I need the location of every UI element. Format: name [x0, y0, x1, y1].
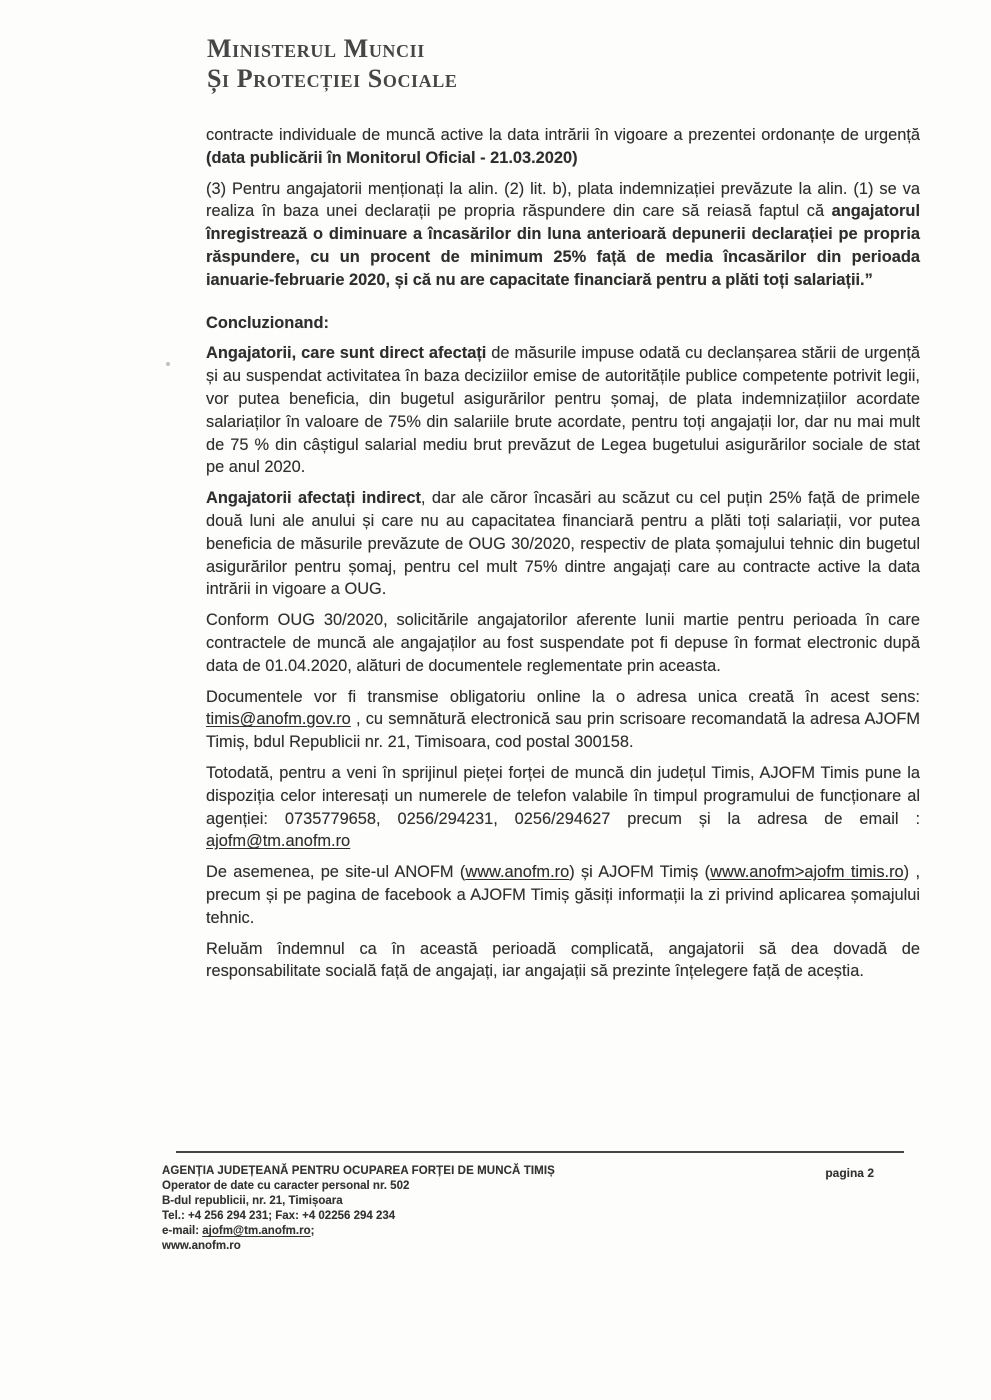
text-run-bold: (data publicării în Monitorul Oficial - 21.03.2020)	[206, 148, 578, 167]
text-run-bold: Angajatorii, care sunt direct afectați	[206, 344, 487, 363]
agency-website: www.anofm.ro	[162, 1240, 241, 1252]
text-run-bold: angajatorul înregistrează o diminuare a încasărilor din luna anterioară depunerii declarației pe propria răspundere, cu un procent de minimum 25% față de media încasărilor din perioada ianuarie-februarie 2020, și că nu are capacitate financiară pentru a plăti toți salariații.”	[206, 202, 920, 289]
agency-email-line	[162, 1224, 555, 1239]
email-suffix: ;	[310, 1225, 315, 1237]
paragraph-phone-contacts	[206, 762, 920, 853]
website-link-anofm: www.anofm.ro	[465, 863, 570, 882]
email-link-timis: timis@anofm.gov.ro	[206, 710, 351, 729]
agency-contact-block	[162, 1164, 555, 1254]
text-run-bold: Angajatorii afectați indirect	[206, 489, 421, 508]
agency-name: AGENȚIA JUDEȚEANĂ PENTRU OCUPAREA FORȚEI DE MUNCĂ TIMIȘ	[162, 1165, 555, 1177]
section-heading-concluding: Concluzionand:	[206, 313, 329, 332]
document-body	[206, 124, 920, 991]
paragraph-documents-submission	[206, 686, 920, 754]
text-run: de măsurile impuse odată cu declanșarea stării de urgență și au suspendat activitatea în baza deciziilor emise de autoritățile publice competente potrivit legii, vor putea beneficia, din bugetul asigurărilor pentru șomaj, de plata indemnizațiilor acordate salariaților în valoare de 75% din salariile brute acordate, pentru toți angajații lor, dar nu mai mult de 75 % din câștigul salarial mediu brut prevăzut de Legea bugetului asigurărilor sociale de stat pe anul 2020.	[206, 344, 920, 477]
text-run: Conform OUG 30/2020, solicitările angajatorilor aferente lunii martie pentru perioada în care contractele de muncă ale angajaților au fost suspendate pot fi depuse în format electronic după data de 01.04.2020, alături de documentele reglementate prin aceasta.	[206, 611, 920, 675]
agency-operator-line: Operator de date cu caracter personal nr. 502	[162, 1180, 410, 1192]
paragraph-closing-appeal	[206, 938, 920, 984]
website-link-ajofm-timis: www.anofm>ajofm timis.ro	[710, 863, 904, 882]
paragraph-intro-continuation	[206, 124, 920, 170]
footer-divider	[176, 1151, 904, 1153]
page-number: pagina 2	[825, 1166, 874, 1180]
text-run: Documentele vor fi transmise obligatoriu online la o adresa unica creată în acest sens:	[206, 687, 920, 706]
text-run: ) și AJOFM Timiș (	[569, 863, 711, 882]
email-link-ajofm: ajofm@tm.anofm.ro	[206, 832, 351, 851]
ministry-letterhead	[207, 34, 457, 94]
text-run: Totodată, pentru a veni în sprijinul pieței forței de muncă din județul Timis, AJOFM Timis pune la dispoziția celor interesați un numerele de telefon valabile în timpul programului de funcționare al agenției: 0735779658, 0256/294231, 0256/294627 precum și la adresa de email :	[206, 763, 920, 828]
paragraph-direct-affected	[206, 342, 920, 479]
email-label: e-mail:	[162, 1225, 203, 1237]
text-run: De asemenea, pe site-ul ANOFM (	[206, 863, 466, 882]
paragraph-websites	[206, 861, 920, 929]
text-run: , cu semnătură electronică sau prin scrisoare recomandată la adresa AJOFM Timiș, bdul Republicii nr. 21, Timisoara, cod postal 300158.	[206, 710, 920, 752]
text-run: contracte individuale de muncă active la data intrării în vigoare a prezentei ordonanțe de urgență	[206, 126, 920, 144]
text-run: ) , precum și pe pagina de facebook a AJOFM Timiș găsiți informații la zi privind aplicarea șomajului tehnic.	[206, 863, 920, 927]
footer-email-link: ajofm@tm.anofm.ro	[202, 1225, 311, 1237]
agency-phone-fax: Tel.: +4 256 294 231; Fax: +4 02256 294 234	[162, 1210, 396, 1222]
agency-address: B-dul republicii, nr. 21, Timișoara	[162, 1195, 343, 1207]
text-run: , dar ale căror încasări au scăzut cu cel puțin 25% față de primele două luni ale anului și care nu au capacitatea financiară pentru a plăti toți salariații, vor putea beneficia de măsurile prevăzute de OUG 30/2020, respectiv de plata șomajului tehnic din bugetul asigurărilor pentru șomaj, pentru cel mult 75% dintre angajați care au contracte active la data intrării in vigoare a OUG.	[206, 489, 920, 599]
text-run: Reluăm îndemnul ca în această perioadă complicată, angajatorii să dea dovadă de responsabilitate socială față de angajați, iar angajații să prezinte înțelegere față de aceștia.	[206, 939, 920, 981]
page-footer	[162, 1164, 874, 1254]
paragraph-alin-3	[206, 178, 920, 292]
text-run: (3) Pentru angajatorii menționați la alin. (2) lit. b), plata indemnizației prevăzute la alin. (1) se va realiza în baza unei declarații pe propria răspundere din care să reiasă faptul că	[206, 179, 920, 221]
scan-artifact	[166, 362, 170, 366]
ministry-name-line2: Și Protecției Sociale	[207, 64, 458, 93]
paragraph-indirect-affected	[206, 487, 920, 601]
paragraph-oug-30-2020	[206, 609, 920, 677]
ministry-name-line1: Ministerul Muncii	[207, 34, 425, 63]
